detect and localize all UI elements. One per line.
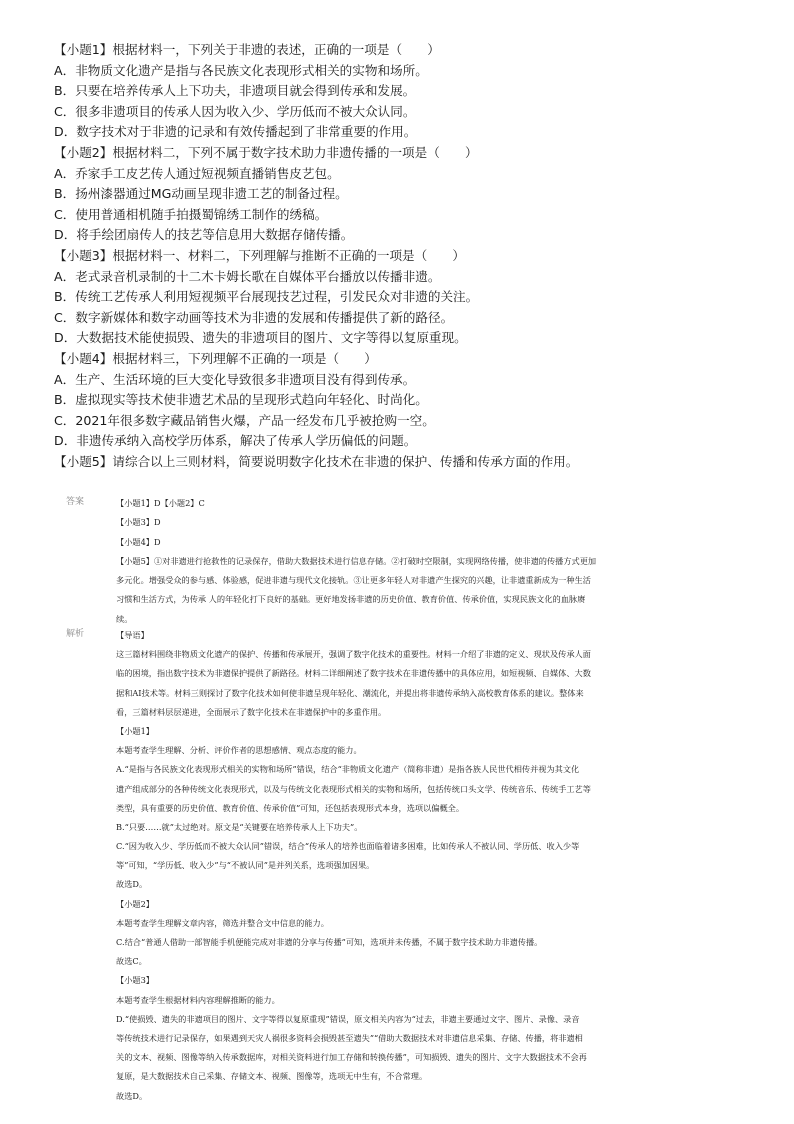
explanation-line: 本题考查学生理解文章内容，筛选并整合文中信息的能力。 [116,917,329,928]
question-1-stem: 【小题1】根据材料一，下列关于非遗的表述，正确的一项是（ ） [54,42,440,57]
answer-body [116,494,736,629]
question-4-option-c: C．2021年很多数字藏品销售火爆，产品一经发布几乎被抢购一空。 [54,412,435,428]
explanation-line: 这三篇材料围绕非物质文化遗产的保护、传播和传承展开，强调了数字化技术的重要性。材料一介绍了非遗的定义、现状及传承人面 [116,649,591,660]
explanation-line: 【小题3】 [116,975,154,986]
explanation-line: 等传统技术进行记录保存，如果遇到天灾人祸很多资料会损毁甚至遗失”“借助大数据技术对非遗信息采集、存储、传播，将非遗相 [116,1032,583,1043]
explanation-line: 复原，是大数据技术自己采集、存储文本、视频、图像等，选项无中生有，不合常理。 [116,1071,428,1082]
question-4-option-a: A．生产、生活环境的巨大变化导致很多非遗项目没有得到传承。 [54,371,416,387]
answer-line: 习惯和生活方式，为传承 人的年轻化打下良好的基础。更好地发扬非遗的历史价值、教育价值、传承价值，实现民族文化的血脉赓 [116,594,586,605]
question-2-stem: 【小题2】根据材料二，下列不属于数字技术助力非遗传播的一项是（ ） [54,144,478,160]
explanation-line: A.“是指与各民族文化表现形式相关的实物和场所”错误，结合“非物质文化遗产（简称非遗）是指各族人民世代相传并视为其文化 [116,764,580,775]
question-4-option-d: D．非遗传承纳入高校学历体系，解决了传承人学历偏低的问题。 [54,433,417,449]
answer-line: 多元化。增强受众的参与感、体验感，促进非遗与现代文化接轨。③让更多年轻人对非遗产生探究的兴趣，让非遗重新成为一种生活 [116,575,591,586]
answer-line: 【小题1】D【小题2】C [116,498,205,508]
explanation-line: D.“使损毁、遗失的非遗项目的图片、文字等得以复原重现”错误，原文相关内容为“过去，非遗主要通过文字、图片、录像、录音 [116,1013,580,1024]
question-4-stem: 【小题4】根据材料三，下列理解不正确的一项是（ ） [54,350,377,366]
explanation-line: 本题考查学生理解、分析、评价作者的思想感情、观点态度的能力。 [116,745,362,756]
explanation-label: 解析 [66,629,85,639]
explanation-line: 故选D。 [116,1090,148,1101]
question-3-option-b: B．传统工艺传承人利用短视频平台展现技艺过程，引发民众对非遗的关注。 [54,289,479,305]
question-2-option-b: B．扬州漆器通过MG动画呈现非遗工艺的制备过程。 [54,186,348,202]
explanation-line: C.结合“普通人借助一部智能手机便能完成对非遗的分享与传播”可知，选项并未传播，不属于数字技术助力非遗传播。 [116,937,543,947]
answer-label: 答案 [66,497,85,507]
explanation-line: 故选C。 [116,956,147,967]
question-4-option-b: B．虚拟现实等技术使非遗艺术品的呈现形式趋向年轻化、时尚化。 [54,392,428,408]
answer-line: 【小题5】①对非遗进行抢救性的记录保存，借助大数据技术进行信息存储。②打破时空限制，实现网络传播，使非遗的传播方式更加 [116,555,597,566]
answer-line: 【小题4】D [116,536,161,547]
explanation-line: 类型，具有重要的历史价值、教育价值、传承价值”可知，还包括表现形式本身，选项以偏概全。 [116,802,465,813]
explanation-line: 遗产组成部分的各种传统文化表现形式，以及与传统文化表现形式相关的实物和场所，包括传统口头文学、传统音乐、传统手工艺等 [116,783,591,794]
answer-line: 续。 [116,613,133,624]
question-3-option-c: C．数字新媒体和数字动画等技术为非遗的发展和传播提供了新的路径。 [54,309,454,325]
explanation-line: 【小题2】 [116,898,154,909]
explanation-line: 关的文本、视频、图像等纳入传承数据库，对相关资料进行加工存储和转换传播”，可知损毁、遗失的图片、文字大数据技术不会再 [116,1052,587,1063]
explanation-line: 故选D。 [116,879,148,890]
explanation-line: 看，三篇材料层层递进，全面展示了数字化技术在非遗保护中的多重作用。 [116,706,387,717]
question-1-option-b: B．只要在培养传承人上下功夫，非遗项目就会得到传承和发展。 [54,83,416,99]
question-block [54,40,754,472]
explanation-line: 据和AI技术等。材料三则探讨了数字化技术如何使非遗呈现年轻化、潮流化，并提出将非遗传承纳入高校教育体系的建议。整体来 [116,687,584,698]
question-2-option-d: D．将手绘团扇传人的技艺等信息用大数据存储传播。 [54,227,354,243]
question-3-option-d: D．大数据技术能使损毁、遗失的非遗项目的图片、文字等得以复原重现。 [54,330,467,346]
question-1-option-a: A．非物质文化遗产是指与各民族文化表现形式相关的实物和场所。 [54,62,428,78]
question-3-option-a: A．老式录音机录制的十二木卡姆长歌在自媒体平台播放以传播非遗。 [54,268,441,284]
explanation-line: B.“只要……就”太过绝对。原文是“关键要在培养传承人上下功夫”。 [116,821,363,832]
explanation-line: 等”可知，“学历低、收入少”与“不被认同”是并列关系，选项强加因果。 [116,860,375,871]
explanation-line: 临的困境，指出数字技术为非遗保护提供了新路径。材料二详细阐述了数字技术在非遗传播中的具体应用，如短视频、自媒体、大数 [116,668,591,679]
question-1-option-c: C．很多非遗项目的传承人因为收入少、学历低而不被大众认同。 [54,103,416,119]
explanation-line: C.“因为收入少、学历低而不被大众认同”错误，结合“传承人的培养也面临着诸多困难，比如传承人不被认同、学历低、收入少等 [116,841,580,852]
explanation-line: 【小题1】 [116,725,154,736]
answer-section [66,494,736,629]
explanation-body [116,626,736,1106]
answer-line: 【小题3】D [116,517,161,528]
question-1-option-d: D．数字技术对于非遗的记录和有效传播起到了非常重要的作用。 [54,124,417,140]
question-5-stem: 【小题5】请综合以上三则材料，简要说明数字化技术在非遗的保护、传播和传承方面的作用。 [54,453,579,469]
question-2-option-c: C．使用普通相机随手拍摄蜀锦绣工制作的绣稿。 [54,206,328,222]
explanation-section [66,626,736,1106]
question-3-stem: 【小题3】根据材料一、材料二，下列理解与推断不正确的一项是（ ） [54,247,466,263]
explanation-line: 本题考查学生根据材料内容理解推断的能力。 [116,994,280,1005]
question-2-option-a: A．乔家手工皮艺传人通过短视频直播销售皮艺包。 [54,165,340,181]
explanation-line: 【导语】 [116,630,149,640]
